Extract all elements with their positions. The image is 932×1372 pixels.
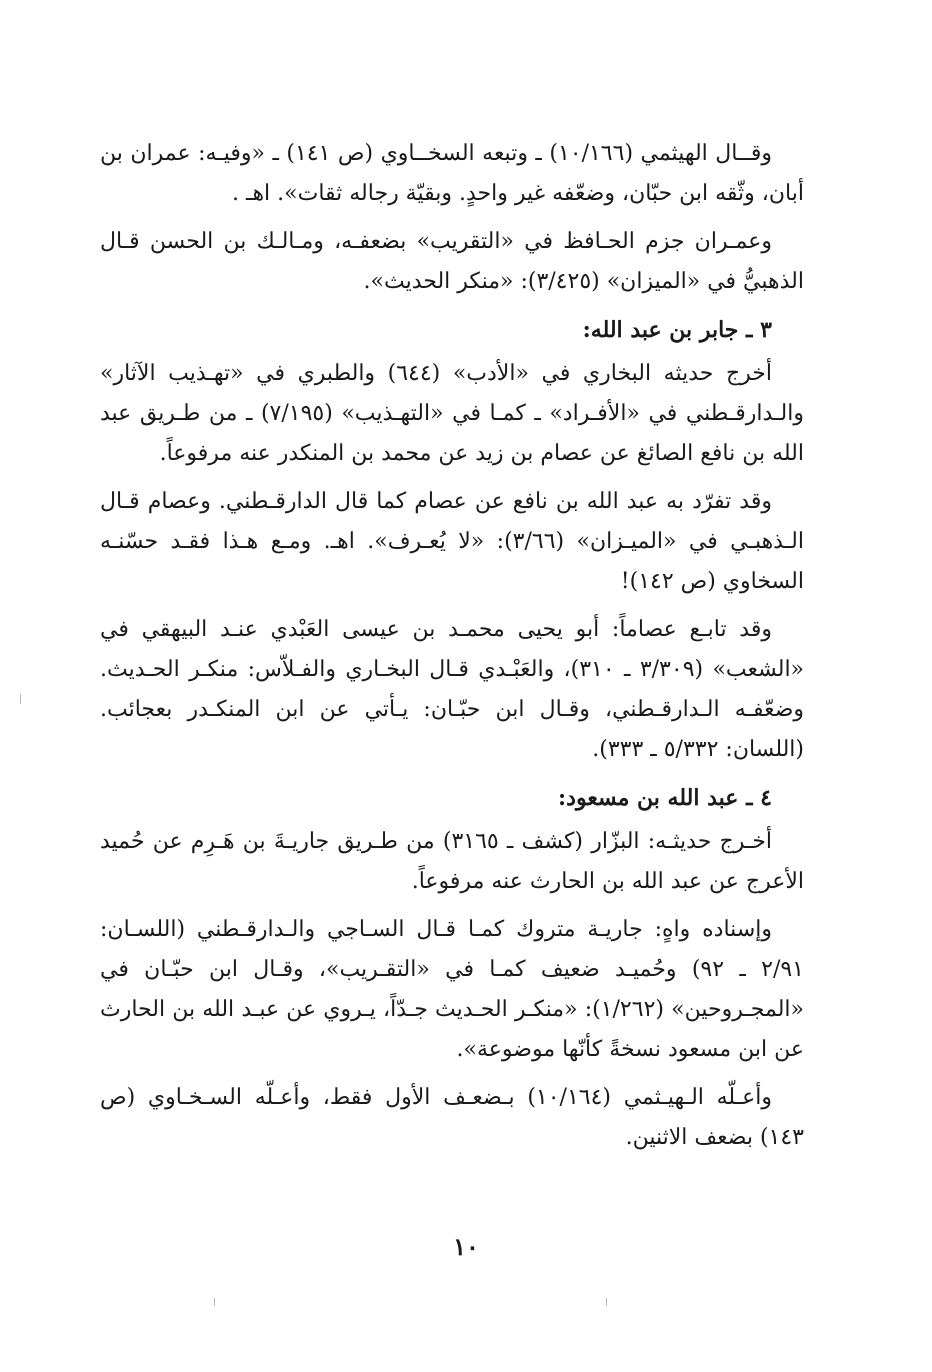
scan-speck <box>20 694 21 704</box>
paragraph-jabir-tafarrud: وقد تفرّد به عبد الله بن نافع عن عصام كما قال الدارقـطني. وعصام قـال الـذهبـي في «الميـزان» (٣/٦٦): «لا يُعـرف». اهـ. ومـع هـذا فقـد حسّنـه السخاوي (ص ١٤٢)! <box>100 489 804 594</box>
paragraph-jabir-mutaba: وقد تابـع عصاماً: أبو يحيى محمـد بن عيسى العَبْدي عنـد البيهقي في «الشعب» (٣/٣٠٩ ـ ٣١٠)، والعَبْـدي قـال البخـاري والفـلاّس: منكـر الحـديث. وضعّفـه الـدارقـطني، وقـال ابن حبّـان: يـأتي عن ابن المنكـدر بعجائب. (اللسان: ٥/٣٣٢ ـ ٣٣٣). <box>100 617 805 762</box>
paragraph-imran-malik: وعمـران جزم الحـافظ في «التقريب» بضعفـه، ومـالـك بن الحسن قـال الذهبيُّ في «الميزان» (٣/٤٢٥): «منكر الحديث». <box>100 229 804 294</box>
paragraph-jabir-takhrij: أخرج حديثه البخاري في «الأدب» (٦٤٤) والطبري في «تهـذيب الآثار» والـدارقـطني في «الأفـراد» ـ كمـا في «التهـذيب» (٧/١٩٥) ـ من طـريق عبد الله بن نافع الصائغ عن عصام بن زيد عن محمد بن المنكدر عنه مرفوعاً. <box>100 361 804 466</box>
section-heading-ibn-masud: ٤ ـ عبد الله بن مسعود: <box>558 785 772 811</box>
body-text <box>100 134 804 1166</box>
paragraph-ibn-masud-isnad: وإسناده واهٍ: جاريـة متروك كمـا قـال السـاجي والـدارقـطني (اللسـان: ٢/٩١ ـ ٩٢) وحُميـد ضعيف كمـا في «التقـريب»، وقـال ابن حبّـان في «المجـروحين» (١/٢٦٢): «منكـر الحـديث جـدّاً، يـروي عن عبـد الله بن الحارث عن ابن مسعود نسخةً كأنّها موضوعة». <box>100 917 805 1062</box>
scan-speck <box>606 1298 607 1306</box>
paragraph-haythami-imran: وقــال الهيثمي (١٠/١٦٦) ـ وتبعه السخــاوي (ص ١٤١) ـ «وفيـه: عمران بن أبان، وثّقه ابن حبّان، وضعّفه غير واحدٍ. وبقيّة رجاله ثقات». اهـ . <box>100 141 804 206</box>
scan-speck <box>214 1298 215 1306</box>
section-heading-jabir: ٣ ـ جابر بن عبد الله: <box>582 317 772 343</box>
paragraph-ibn-masud-ilal: وأعـلّه الـهيـثمي (١٠/١٦٤) بـضعـف الأول فقط، وأعـلّه السـخـاوي (ص ١٤٣) بضعف الاثنين. <box>100 1085 804 1150</box>
paragraph-ibn-masud-takhrij: أخـرج حديثـه: البزّار (كشف ـ ٣١٦٥) من طـريق جاريـةَ بن هَـرِم عن حُميد الأعرج عن عبد الله بن الحارث عنه مرفوعاً. <box>100 829 804 894</box>
page-number: ١٠ <box>453 1232 479 1261</box>
